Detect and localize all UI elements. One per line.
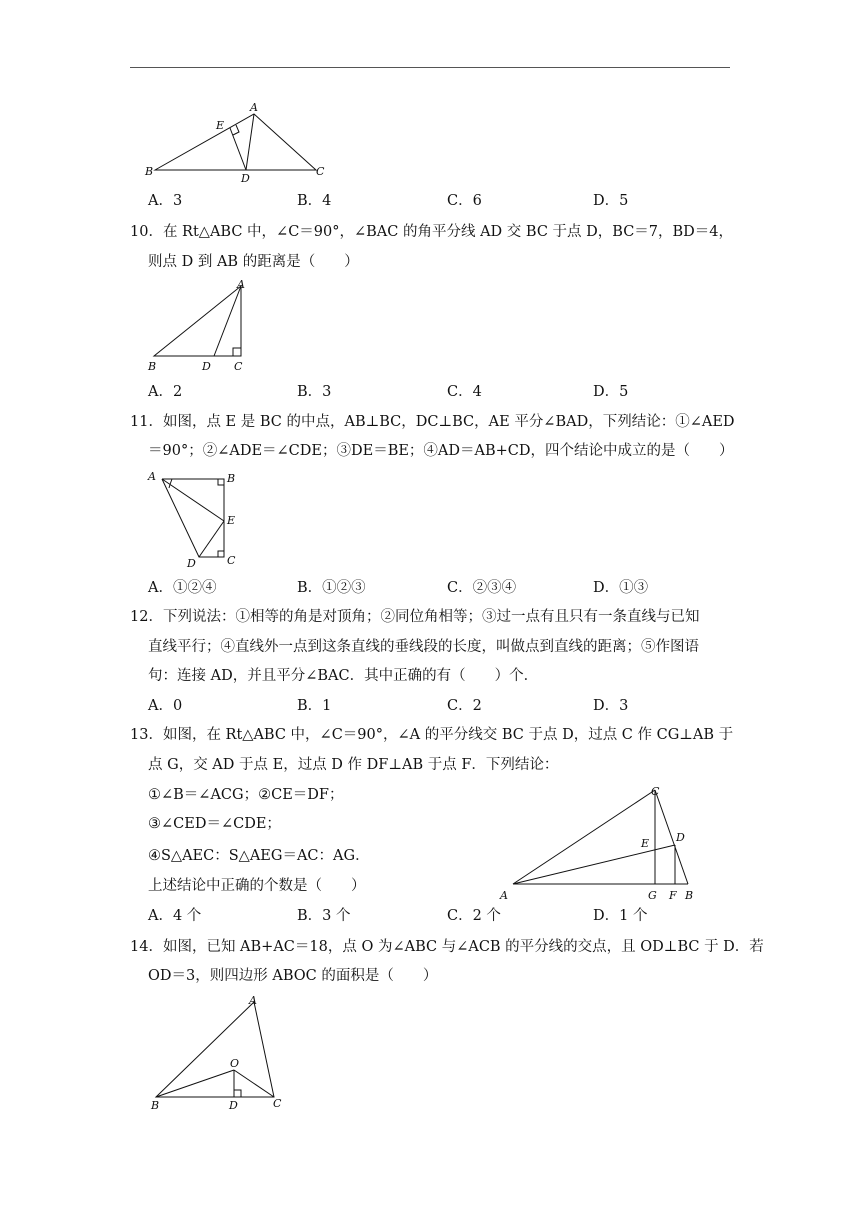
q13-label-a: A: [500, 889, 508, 902]
q13-label-d: D: [676, 831, 685, 844]
q10-label-b: B: [148, 360, 157, 373]
q10-option-a: A．2: [148, 384, 183, 400]
q10-text-line2: 则点 D 到 AB 的距离是（ ）: [148, 254, 359, 270]
q14-text-line1: 14．如图，已知 AB+AC＝18，点 O 为∠ABC 与∠ACB 的平分线的交点，且 OD⊥BC 于 D．若: [130, 939, 764, 955]
q11-label-e: E: [227, 514, 236, 527]
q13-label-c: C: [651, 785, 660, 798]
q14-figure: [140, 990, 300, 1115]
q11-option-d: D．①③: [593, 580, 649, 596]
q14-label-a: A: [249, 994, 257, 1007]
q12-option-c: C．2: [447, 698, 482, 714]
q12-text-line1: 12．下列说法：①相等的角是对顶角；②同位角相等；③过一点有且只有一条直线与已知: [130, 609, 700, 625]
q10-option-d: D．5: [593, 384, 629, 400]
q13-label-f: F: [669, 889, 677, 902]
q13-text-line2: 点 G，交 AD 于点 E，过点 D 作 DF⊥AB 于点 F．下列结论：: [148, 757, 559, 773]
q11-option-b: B．①②③: [297, 580, 366, 596]
q14-label-c: C: [273, 1097, 282, 1110]
q11-label-d: D: [187, 557, 196, 570]
q13-option-a: A．4 个: [148, 908, 202, 924]
q13-label-e: E: [641, 837, 650, 850]
q13-conclusion-4: ④S△AEC：S△AEG＝AC：AG．: [148, 848, 370, 864]
header-rule: [130, 67, 730, 68]
q13-option-b: B．3 个: [297, 908, 351, 924]
q9-label-c: C: [316, 165, 325, 178]
q13-label-b: B: [685, 889, 694, 902]
q11-option-a: A．①②④: [148, 580, 217, 596]
q10-option-c: C．4: [447, 384, 482, 400]
q9-option-b: B．4: [297, 193, 332, 209]
q11-text-line1: 11．如图，点 E 是 BC 的中点，AB⊥BC，DC⊥BC，AE 平分∠BAD，下列结论：①∠AED: [130, 414, 735, 430]
q10-figure: [140, 276, 260, 376]
q9-option-d: D．5: [593, 193, 629, 209]
q12-text-line3: 句：连接 AD，并且平分∠BAC．其中正确的有（ ）个．: [148, 668, 539, 684]
q11-label-c: C: [227, 554, 236, 567]
q11-text-line2: ＝90°；②∠ADE＝∠CDE；③DE＝BE；④AD＝AB+CD，四个结论中成立的是（ ）: [148, 443, 734, 459]
q10-label-a: A: [237, 278, 245, 291]
q11-label-a: A: [148, 470, 156, 483]
q10-option-b: B．3: [297, 384, 332, 400]
q9-figure: [140, 98, 340, 190]
q12-option-a: A．0: [148, 698, 183, 714]
q11-option-c: C．②③④: [447, 580, 517, 596]
q12-option-b: B．1: [297, 698, 332, 714]
q11-figure: [140, 466, 250, 574]
q12-option-d: D．3: [593, 698, 629, 714]
q13-conclusion-1-2: ①∠B＝∠ACG；②CE＝DF；: [148, 787, 344, 803]
q9-label-e: E: [216, 119, 225, 132]
q14-text-line2: OD＝3，则四边形 ABOC 的面积是（ ）: [148, 968, 438, 984]
q14-label-b: B: [151, 1099, 160, 1112]
q13-option-c: C．2 个: [447, 908, 501, 924]
q13-question: 上述结论中正确的个数是（ ）: [148, 878, 366, 894]
q13-conclusion-3: ③∠CED＝∠CDE；: [148, 816, 281, 832]
q10-label-c: C: [234, 360, 243, 373]
q13-text-line1: 13．如图，在 Rt△ABC 中，∠C＝90°，∠A 的平分线交 BC 于点 D，过点 C 作 CG⊥AB 于: [130, 727, 734, 743]
q9-option-a: A．3: [148, 193, 183, 209]
q13-figure: [495, 780, 705, 905]
q12-text-line2: 直线平行；④直线外一点到这条直线的垂线段的长度，叫做点到直线的距离；⑤作图语: [148, 639, 699, 655]
q9-label-b: B: [145, 165, 154, 178]
q13-label-g: G: [648, 889, 657, 902]
q11-label-b: B: [227, 472, 236, 485]
q14-label-d: D: [229, 1099, 238, 1112]
q13-option-d: D．1 个: [593, 908, 648, 924]
q9-label-a: A: [250, 101, 258, 114]
q10-label-d: D: [202, 360, 211, 373]
q10-text-line1: 10．在 Rt△ABC 中，∠C＝90°，∠BAC 的角平分线 AD 交 BC 于点 D，BC＝7，BD＝4，: [130, 224, 734, 240]
q9-label-d: D: [241, 172, 250, 185]
q14-label-o: O: [230, 1057, 240, 1070]
q9-option-c: C．6: [447, 193, 482, 209]
